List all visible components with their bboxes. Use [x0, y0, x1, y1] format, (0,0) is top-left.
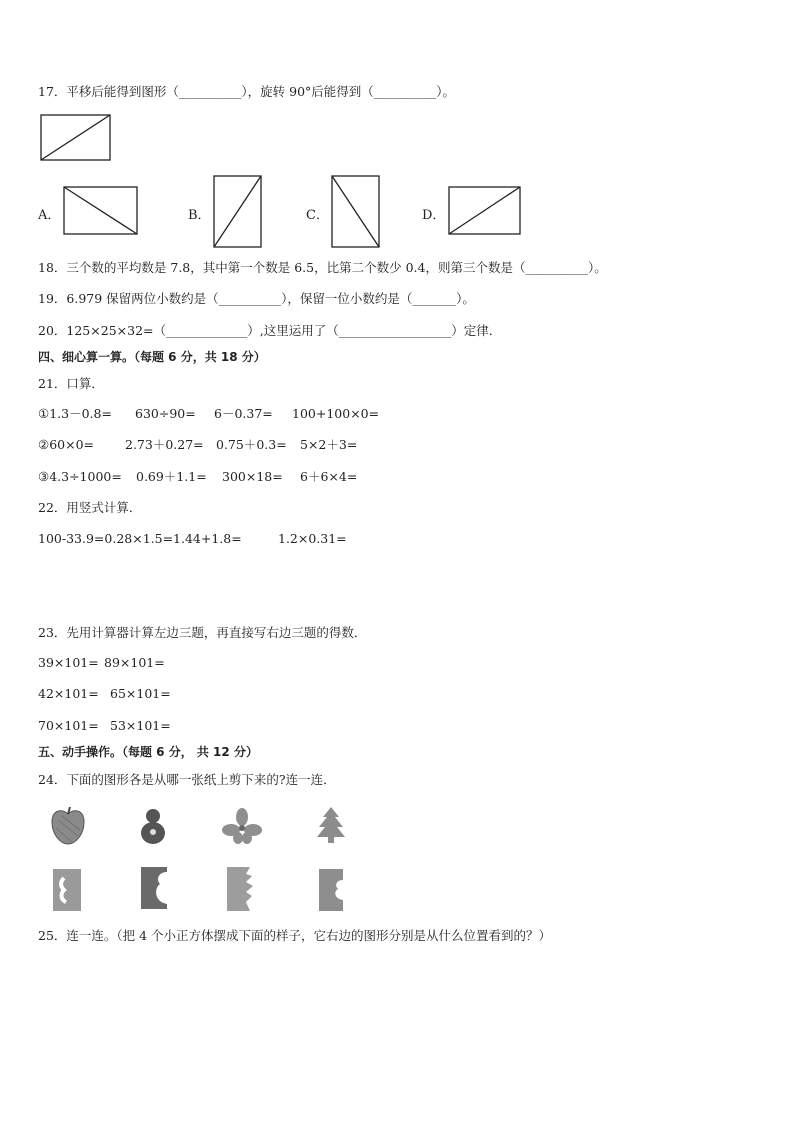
- q21-cell: 100+100×0=: [292, 406, 380, 421]
- q21-cell: 0.75＋0.3=: [216, 437, 287, 452]
- q23-cell: 65×101=: [110, 686, 171, 701]
- flower-shape-icon[interactable]: [222, 808, 262, 844]
- q23-cell: 39×101=: [38, 655, 99, 670]
- q17-option-c-label: C．: [306, 208, 329, 223]
- q21-title: 21．口算．: [38, 376, 104, 391]
- q21-cell: 630÷90=: [135, 406, 196, 421]
- q21-cell: ①1.3－0.8=: [38, 406, 112, 421]
- paper-sheet-gourd-hole-icon[interactable]: [140, 866, 168, 910]
- q17-option-a-label: A．: [38, 208, 61, 223]
- section4-title: 四、细心算一算。（每题 6 分，共 18 分）: [38, 350, 266, 364]
- apple-shape-icon[interactable]: [50, 806, 86, 846]
- q17-option-b-figure[interactable]: [213, 175, 263, 249]
- q21-cell: ②60×0=: [38, 437, 95, 452]
- q22-title: 22．用竖式计算．: [38, 500, 142, 515]
- q23-cell: 53×101=: [110, 718, 171, 733]
- q21-cell: 0.69＋1.1=: [136, 469, 207, 484]
- q21-cell: 2.73＋0.27=: [125, 437, 204, 452]
- q23-cell: 89×101=: [104, 655, 165, 670]
- q20-text: 20．125×25×32=（_____________）,这里运用了（__________________）定律．: [38, 323, 502, 338]
- q21-cell: 5×2＋3=: [300, 437, 358, 452]
- q21-cell: ③4.3÷1000=: [38, 469, 122, 484]
- q25-text: 25．连一连。（把 4 个小正方体摆成下面的样子，它右边的图形分别是从什么位置看到的？）: [38, 928, 552, 943]
- q17-option-d-label: D．: [422, 208, 446, 223]
- q17-text: 17．平移后能得到图形（__________），旋转 90°后能得到（__________）。: [38, 84, 456, 99]
- q24-text: 24．下面的图形各是从哪一张纸上剪下来的?连一连．: [38, 772, 336, 787]
- q18-text: 18．三个数的平均数是 7.8，其中第一个数是 6.5，比第二个数少 0.4，则第三个数是（__________）。: [38, 260, 607, 275]
- paper-sheet-flower-hole-icon[interactable]: [318, 868, 344, 912]
- q23-cell: 70×101=: [38, 718, 99, 733]
- paper-sheet-apple-hole-icon[interactable]: [52, 868, 82, 912]
- q17-option-c-figure[interactable]: [331, 175, 381, 249]
- q19-text: 19．6.979 保留两位小数约是（__________），保留一位小数约是（_______）。: [38, 291, 475, 306]
- q17-option-d-figure[interactable]: [448, 186, 522, 236]
- paper-sheet-tree-hole-icon[interactable]: [226, 866, 254, 912]
- q22-expr-a: 100-33.9=0.28×1.5=1.44+1.8=: [38, 531, 242, 546]
- q17-option-a-figure[interactable]: [63, 186, 139, 236]
- q21-cell: 300×18=: [222, 469, 283, 484]
- q23-cell: 42×101=: [38, 686, 99, 701]
- section5-title: 五、动手操作。（每题 6 分， 共 12 分）: [38, 745, 258, 759]
- q21-cell: 6－0.37=: [214, 406, 273, 421]
- q17-original-figure: [40, 114, 112, 162]
- tree-shape-icon[interactable]: [316, 806, 346, 844]
- gourd-shape-icon[interactable]: [138, 806, 168, 846]
- q21-cell: 6＋6×4=: [300, 469, 358, 484]
- q23-title: 23．先用计算器计算左边三题，再直接写右边三题的得数．: [38, 625, 367, 640]
- q22-expr-b: 1.2×0.31=: [278, 531, 347, 546]
- q17-option-b-label: B．: [188, 208, 211, 223]
